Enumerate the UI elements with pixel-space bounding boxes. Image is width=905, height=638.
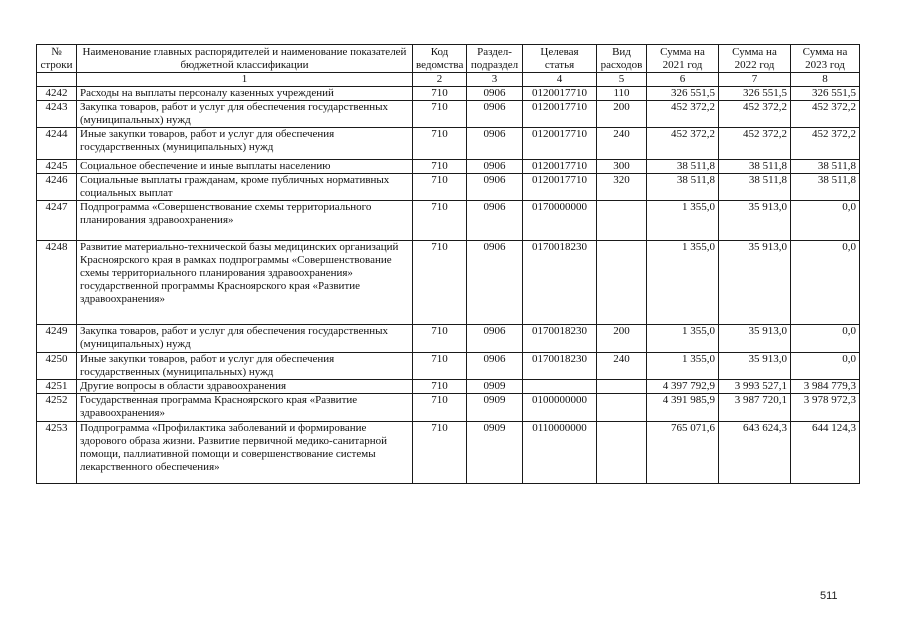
vid-rashodov-cell bbox=[597, 201, 647, 241]
razdel-cell: 0909 bbox=[467, 422, 523, 484]
vedomstvo-code-cell: 710 bbox=[413, 380, 467, 394]
summa-2022-cell: 38 511,8 bbox=[719, 174, 791, 201]
vedomstvo-code-cell: 710 bbox=[413, 128, 467, 160]
summa-2022-cell: 452 372,2 bbox=[719, 101, 791, 128]
row-number-cell: 4244 bbox=[37, 128, 77, 160]
vid-rashodov-cell bbox=[597, 241, 647, 325]
col-header-vedomstvo-code: Код ведомства bbox=[413, 45, 467, 73]
vid-rashodov-cell: 240 bbox=[597, 353, 647, 380]
summa-2021-cell: 4 391 985,9 bbox=[647, 394, 719, 422]
row-number-cell: 4247 bbox=[37, 201, 77, 241]
summa-2022-cell: 452 372,2 bbox=[719, 128, 791, 160]
table-row bbox=[37, 201, 860, 241]
row-number-cell: 4242 bbox=[37, 87, 77, 101]
summa-2021-cell: 1 355,0 bbox=[647, 325, 719, 353]
vedomstvo-code-cell: 710 bbox=[413, 394, 467, 422]
column-number-row bbox=[37, 73, 860, 87]
vid-rashodov-cell: 200 bbox=[597, 101, 647, 128]
razdel-cell: 0906 bbox=[467, 160, 523, 174]
summa-2021-cell: 38 511,8 bbox=[647, 174, 719, 201]
summa-2022-cell: 35 913,0 bbox=[719, 325, 791, 353]
row-number-cell: 4253 bbox=[37, 422, 77, 484]
name-cell: Подпрограмма «Совершенствование схемы территориального планирования здравоохранения» bbox=[77, 201, 413, 241]
table-row bbox=[37, 160, 860, 174]
row-number-cell: 4245 bbox=[37, 160, 77, 174]
name-cell: Закупка товаров, работ и услуг для обеспечения государственных (муниципальных) нужд bbox=[77, 101, 413, 128]
vid-rashodov-cell bbox=[597, 422, 647, 484]
column-number: 2 bbox=[413, 73, 467, 87]
celevaya-statya-cell bbox=[523, 380, 597, 394]
vid-rashodov-cell: 300 bbox=[597, 160, 647, 174]
summa-2022-cell: 38 511,8 bbox=[719, 160, 791, 174]
table-row bbox=[37, 128, 860, 160]
column-number: 6 bbox=[647, 73, 719, 87]
col-header-celevaya-statya: Целевая статья bbox=[523, 45, 597, 73]
row-number-cell: 4252 bbox=[37, 394, 77, 422]
vid-rashodov-cell bbox=[597, 394, 647, 422]
vedomstvo-code-cell: 710 bbox=[413, 160, 467, 174]
razdel-cell: 0906 bbox=[467, 241, 523, 325]
summa-2023-cell: 452 372,2 bbox=[791, 128, 860, 160]
col-header-vid-rashodov: Вид расходов bbox=[597, 45, 647, 73]
summa-2023-cell: 38 511,8 bbox=[791, 160, 860, 174]
vedomstvo-code-cell: 710 bbox=[413, 87, 467, 101]
vedomstvo-code-cell: 710 bbox=[413, 422, 467, 484]
summa-2021-cell: 1 355,0 bbox=[647, 201, 719, 241]
celevaya-statya-cell: 0110000000 bbox=[523, 422, 597, 484]
razdel-cell: 0909 bbox=[467, 394, 523, 422]
celevaya-statya-cell: 0170018230 bbox=[523, 241, 597, 325]
table-row bbox=[37, 353, 860, 380]
col-header-razdel: Раздел-подраздел bbox=[467, 45, 523, 73]
name-cell: Государственная программа Красноярского края «Развитие здравоохранения» bbox=[77, 394, 413, 422]
name-cell: Иные закупки товаров, работ и услуг для обеспечения государственных (муниципальных) нужд bbox=[77, 128, 413, 160]
summa-2021-cell: 452 372,2 bbox=[647, 128, 719, 160]
summa-2023-cell: 0,0 bbox=[791, 201, 860, 241]
razdel-cell: 0906 bbox=[467, 101, 523, 128]
col-header-name: Наименование главных распорядителей и наименование показателей бюджетной классификации bbox=[77, 45, 413, 73]
col-header-row-number: № строки bbox=[37, 45, 77, 73]
vedomstvo-code-cell: 710 bbox=[413, 325, 467, 353]
vid-rashodov-cell: 110 bbox=[597, 87, 647, 101]
row-number-cell: 4248 bbox=[37, 241, 77, 325]
row-number-cell: 4251 bbox=[37, 380, 77, 394]
celevaya-statya-cell: 0120017710 bbox=[523, 160, 597, 174]
col-header-summa-2022: Сумма на 2022 год bbox=[719, 45, 791, 73]
vid-rashodov-cell: 320 bbox=[597, 174, 647, 201]
summa-2023-cell: 452 372,2 bbox=[791, 101, 860, 128]
razdel-cell: 0906 bbox=[467, 128, 523, 160]
column-number: 3 bbox=[467, 73, 523, 87]
celevaya-statya-cell: 0120017710 bbox=[523, 128, 597, 160]
summa-2023-cell: 644 124,3 bbox=[791, 422, 860, 484]
summa-2021-cell: 4 397 792,9 bbox=[647, 380, 719, 394]
vedomstvo-code-cell: 710 bbox=[413, 353, 467, 380]
column-number: 1 bbox=[77, 73, 413, 87]
vedomstvo-code-cell: 710 bbox=[413, 174, 467, 201]
row-number-cell: 4249 bbox=[37, 325, 77, 353]
summa-2021-cell: 1 355,0 bbox=[647, 353, 719, 380]
razdel-cell: 0906 bbox=[467, 174, 523, 201]
table-body bbox=[37, 87, 860, 484]
razdel-cell: 0909 bbox=[467, 380, 523, 394]
table-row bbox=[37, 325, 860, 353]
page-number: 511 bbox=[820, 590, 838, 602]
row-number-cell: 4246 bbox=[37, 174, 77, 201]
table-row bbox=[37, 87, 860, 101]
summa-2021-cell: 765 071,6 bbox=[647, 422, 719, 484]
summa-2023-cell: 38 511,8 bbox=[791, 174, 860, 201]
summa-2022-cell: 3 993 527,1 bbox=[719, 380, 791, 394]
summa-2022-cell: 35 913,0 bbox=[719, 241, 791, 325]
vedomstvo-code-cell: 710 bbox=[413, 101, 467, 128]
table-row bbox=[37, 174, 860, 201]
summa-2022-cell: 326 551,5 bbox=[719, 87, 791, 101]
summa-2023-cell: 0,0 bbox=[791, 241, 860, 325]
summa-2021-cell: 452 372,2 bbox=[647, 101, 719, 128]
celevaya-statya-cell: 0100000000 bbox=[523, 394, 597, 422]
vid-rashodov-cell: 240 bbox=[597, 128, 647, 160]
summa-2022-cell: 35 913,0 bbox=[719, 201, 791, 241]
name-cell: Иные закупки товаров, работ и услуг для обеспечения государственных (муниципальных) нужд bbox=[77, 353, 413, 380]
summa-2022-cell: 643 624,3 bbox=[719, 422, 791, 484]
name-cell: Социальные выплаты гражданам, кроме публичных нормативных социальных выплат bbox=[77, 174, 413, 201]
summa-2022-cell: 35 913,0 bbox=[719, 353, 791, 380]
col-header-summa-2023: Сумма на 2023 год bbox=[791, 45, 860, 73]
summa-2023-cell: 0,0 bbox=[791, 325, 860, 353]
celevaya-statya-cell: 0170000000 bbox=[523, 201, 597, 241]
name-cell: Подпрограмма «Профилактика заболеваний и формирование здорового образа жизни. Развитие первичной медико-санитарной помощи, паллиативной помощи и совершенствование системы лекарственного обеспечения» bbox=[77, 422, 413, 484]
column-number: 4 bbox=[523, 73, 597, 87]
column-number: 5 bbox=[597, 73, 647, 87]
razdel-cell: 0906 bbox=[467, 353, 523, 380]
razdel-cell: 0906 bbox=[467, 87, 523, 101]
vid-rashodov-cell bbox=[597, 380, 647, 394]
name-cell: Расходы на выплаты персоналу казенных учреждений bbox=[77, 87, 413, 101]
name-cell: Социальное обеспечение и иные выплаты населению bbox=[77, 160, 413, 174]
table-row bbox=[37, 101, 860, 128]
table-row bbox=[37, 241, 860, 325]
summa-2023-cell: 326 551,5 bbox=[791, 87, 860, 101]
summa-2023-cell: 0,0 bbox=[791, 353, 860, 380]
celevaya-statya-cell: 0120017710 bbox=[523, 101, 597, 128]
summa-2021-cell: 326 551,5 bbox=[647, 87, 719, 101]
name-cell: Закупка товаров, работ и услуг для обеспечения государственных (муниципальных) нужд bbox=[77, 325, 413, 353]
column-number: 8 bbox=[791, 73, 860, 87]
summa-2021-cell: 1 355,0 bbox=[647, 241, 719, 325]
celevaya-statya-cell: 0120017710 bbox=[523, 174, 597, 201]
column-number: 7 bbox=[719, 73, 791, 87]
razdel-cell: 0906 bbox=[467, 201, 523, 241]
name-cell: Другие вопросы в области здравоохранения bbox=[77, 380, 413, 394]
table-row bbox=[37, 422, 860, 484]
col-header-summa-2021: Сумма на 2021 год bbox=[647, 45, 719, 73]
vedomstvo-code-cell: 710 bbox=[413, 201, 467, 241]
summa-2023-cell: 3 978 972,3 bbox=[791, 394, 860, 422]
vedomstvo-code-cell: 710 bbox=[413, 241, 467, 325]
summa-2021-cell: 38 511,8 bbox=[647, 160, 719, 174]
name-cell: Развитие материально-технической базы медицинских организаций Красноярского края в рамках подпрограммы «Совершенствование схемы территориального планирования здравоохранения» государственной программы Красноярского края «Развитие здравоохранения» bbox=[77, 241, 413, 325]
summa-2023-cell: 3 984 779,3 bbox=[791, 380, 860, 394]
celevaya-statya-cell: 0170018230 bbox=[523, 325, 597, 353]
summa-2022-cell: 3 987 720,1 bbox=[719, 394, 791, 422]
row-number-cell: 4243 bbox=[37, 101, 77, 128]
vid-rashodov-cell: 200 bbox=[597, 325, 647, 353]
celevaya-statya-cell: 0170018230 bbox=[523, 353, 597, 380]
column-number bbox=[37, 73, 77, 87]
table-row bbox=[37, 394, 860, 422]
budget-table bbox=[36, 44, 860, 484]
celevaya-statya-cell: 0120017710 bbox=[523, 87, 597, 101]
table-header-row bbox=[37, 45, 860, 73]
table-row bbox=[37, 380, 860, 394]
razdel-cell: 0906 bbox=[467, 325, 523, 353]
row-number-cell: 4250 bbox=[37, 353, 77, 380]
